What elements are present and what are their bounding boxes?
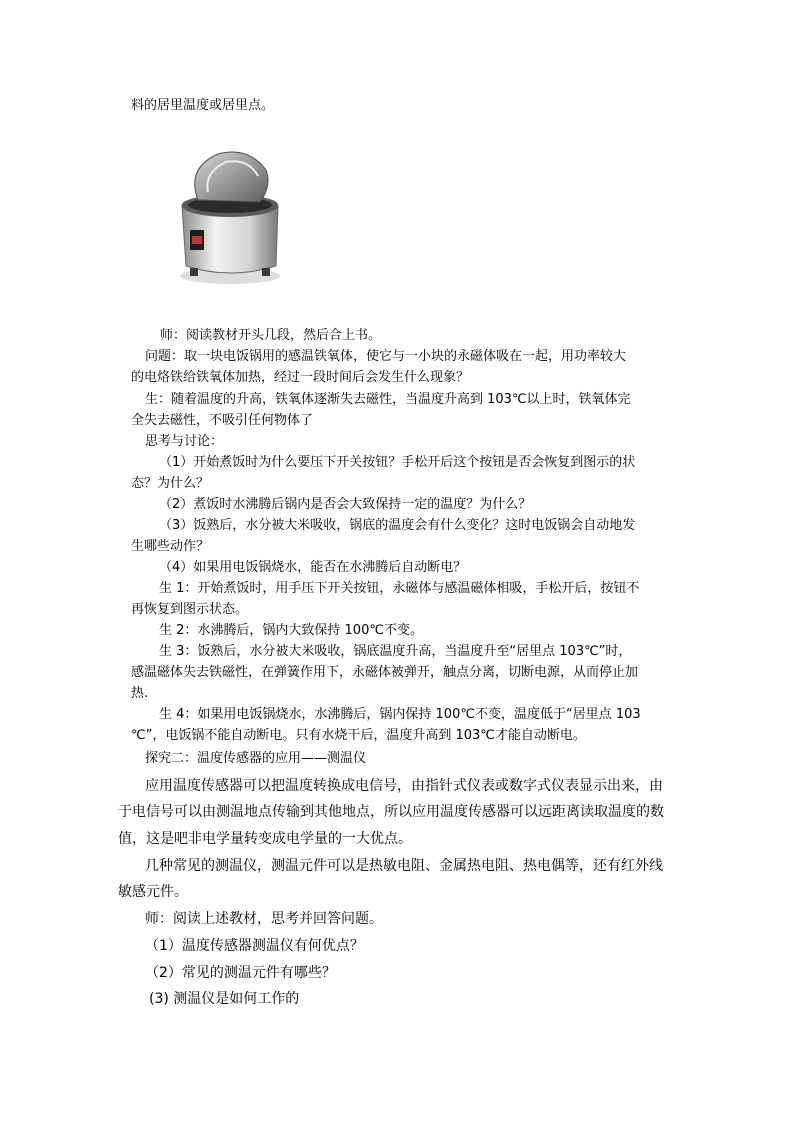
text-line-15: 再恢复到图示状态。	[131, 602, 249, 617]
text-line-17: 生 3：饭熟后，水分被大米吸收，锅底温度升高，当温度升至“居里点 103℃”时，	[159, 644, 632, 659]
text-line-4: 的电烙铁给铁氧体加热，经过一段时间后会发生什么现象？	[131, 370, 470, 385]
rice-cooker-icon	[168, 148, 292, 288]
text-line-9: 态？为什么？	[131, 476, 210, 491]
text-line-21: ℃”，电饭锅不能自动断电。只有水烧干后，温度升高到 103℃才能自动断电。	[131, 728, 586, 743]
text-line-26: 几种常见的测温仪，测温元件可以是热敏电阻、金属热电阻、热电偶等，还有红外线	[145, 858, 663, 874]
question-2: （2）常见的测温元件有哪些？	[145, 965, 336, 981]
text-line-19: 热.	[131, 686, 149, 701]
text-line-1: 料的居里温度或居里点。	[131, 98, 275, 113]
section-heading: 探究二：温度传感器的应用——测温仪	[145, 751, 367, 766]
text-line-10: （2）煮饭时水沸腾后锅内是否会大致保持一定的温度？为什么？	[159, 497, 532, 512]
text-line-23: 应用温度传感器可以把温度转换成电信号，由指针式仪表或数字式仪表显示出来，由	[145, 778, 663, 794]
text-line-16: 生 2：水沸腾后，锅内大致保持 100℃不变。	[159, 623, 423, 638]
text-line-25: 值，这是吧非电学量转变成电学量的一大优点。	[118, 831, 412, 847]
text-line-14: 生 1：开始煮饭时，用手压下开关按钮，永磁体与感温磁体相吸，手松开后，按钮不	[159, 581, 640, 596]
text-line-8: （1）开始煮饭时为什么要压下开关按钮？手松开后这个按钮是否会恢复到图示的状	[159, 455, 636, 470]
text-line-20: 生 4：如果用电饭锅烧水，水沸腾后，锅内保持 100℃不变，温度低于“居里点 103	[159, 707, 641, 722]
text-line-12: 生哪些动作？	[131, 539, 210, 554]
text-line-28: 师：阅读上述教材，思考并回答问题。	[145, 911, 383, 927]
text-line-6: 全失去磁性，不吸引任何物体了	[131, 413, 314, 428]
text-line-11: （3）饭熟后，水分被大米吸收，锅底的温度会有什么变化？这时电饭锅会自动地发	[159, 518, 636, 533]
text-line-13: （4）如果用电饭锅烧水，能否在水沸腾后自动断电？	[159, 560, 467, 575]
text-line-18: 感温磁体失去铁磁性，在弹簧作用下，永磁体被弹开，触点分离，切断电源，从而停止加	[131, 665, 639, 680]
question-1: （1）温度传感器测温仪有何优点？	[145, 938, 364, 954]
text-line-3: 问题：取一块电饭锅用的感温铁氧体，使它与一小块的永磁体吸在一起，用功率较大	[145, 349, 627, 364]
text-line-2: 师：阅读教材开头几段，然后合上书。	[160, 328, 382, 343]
text-line-5: 生：随着温度的升高，铁氧体逐渐失去磁性，当温度升高到 103℃以上时，铁氧体完	[145, 392, 631, 407]
text-line-24: 于电信号可以由测温地点传输到其他地点，所以应用温度传感器可以远距离读取温度的数	[118, 804, 664, 820]
text-line-27: 敏感元件。	[118, 884, 188, 900]
question-3: (3) 测温仪是如何工作的	[149, 991, 300, 1007]
text-line-7: 思考与讨论：	[145, 434, 224, 449]
